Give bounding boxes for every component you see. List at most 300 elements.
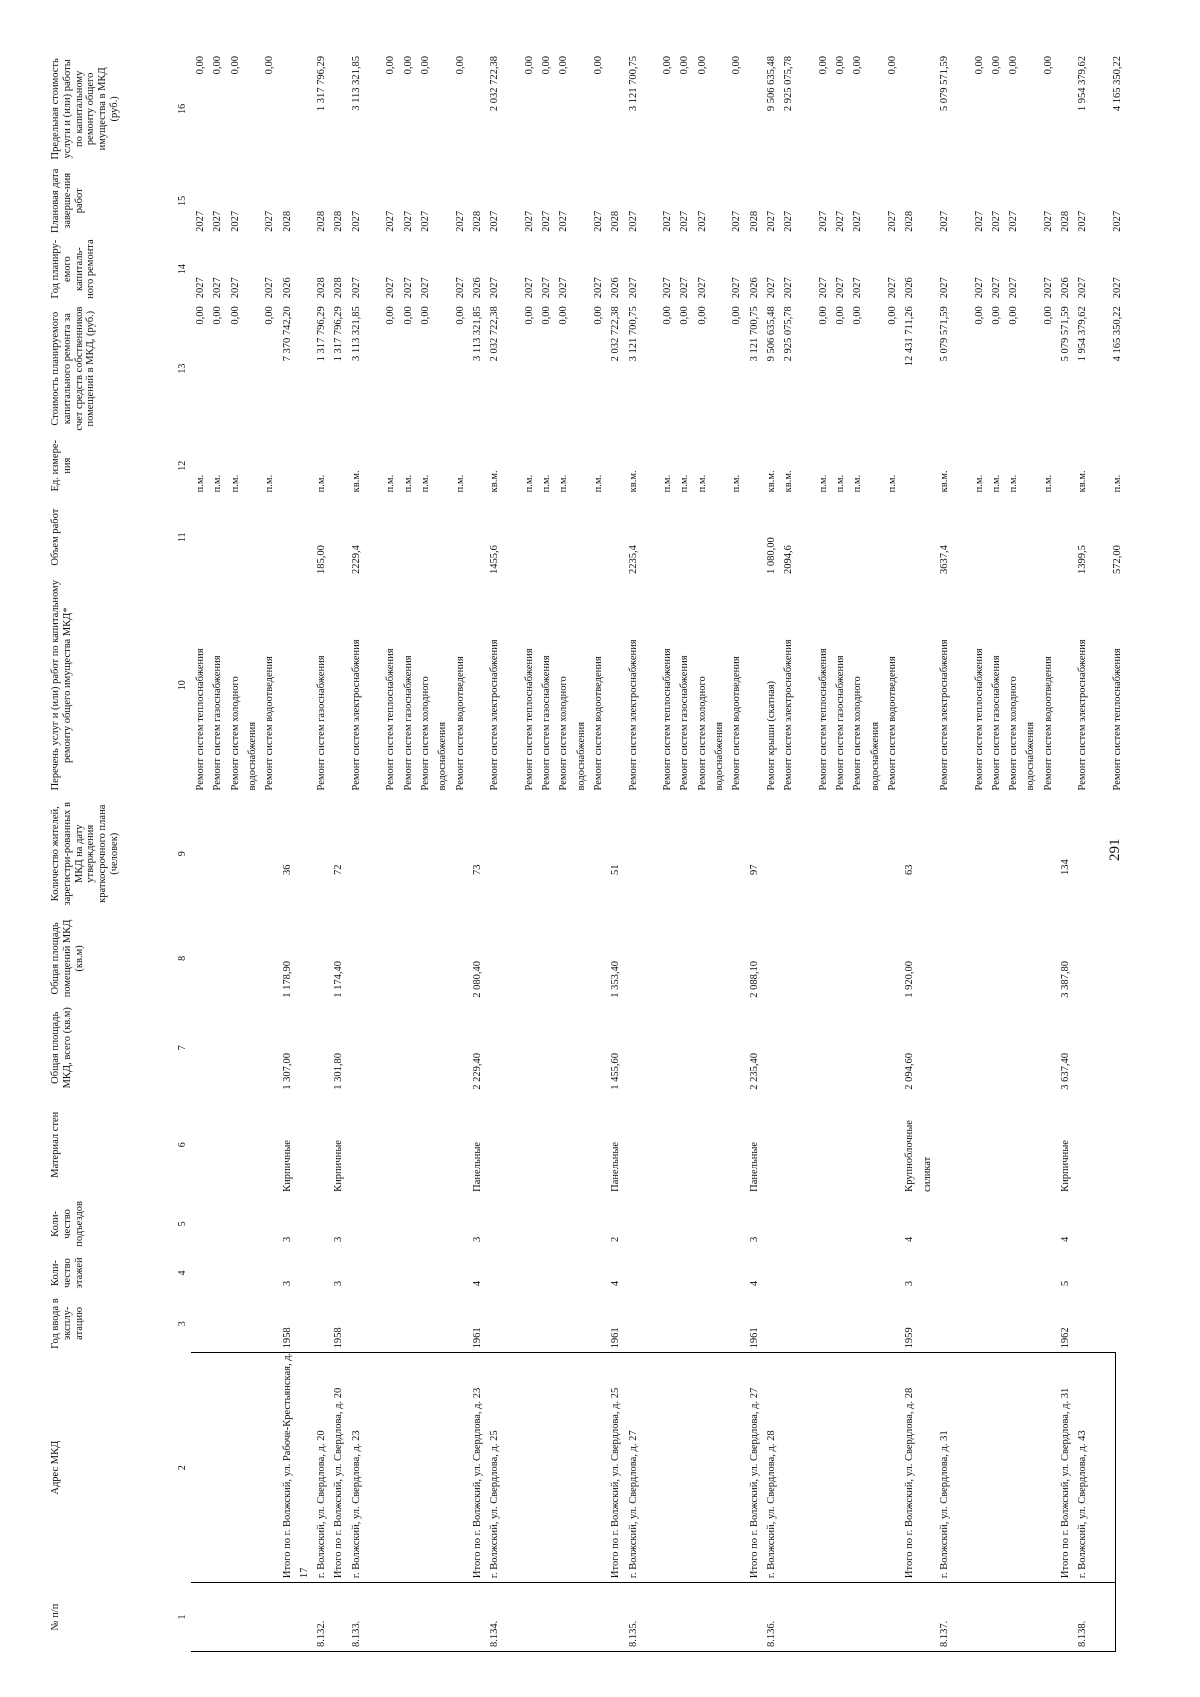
completion-year: 2028 (316, 210, 328, 232)
residents: 134 (1060, 859, 1071, 875)
unit: п.м. (1008, 474, 1020, 493)
work-item: водоснабжения (869, 721, 881, 791)
max-cost-value: 0,00 (229, 56, 241, 75)
completion-year: 2027 (1008, 210, 1020, 232)
work-volume: 1 080,00 (765, 537, 777, 574)
completion-year: 2027 (627, 210, 639, 232)
completion-year: 2027 (765, 210, 777, 232)
repair-year: 2026 (1060, 277, 1071, 299)
repair-year: 2028 (316, 277, 328, 299)
repair-year: 2026 (471, 277, 483, 299)
unit: кв.м. (938, 470, 950, 493)
header-cell: Предельная стоимость услуги и (или) работы по капитальному ремонту общего имущества в МКД (руб.) (50, 58, 120, 160)
work-item: Ремонт систем газоснабжения (835, 655, 847, 791)
address-text: г. Волжский, ул. Свердлова, д. 23 (350, 1430, 362, 1579)
unit: п.м. (229, 474, 241, 493)
address-text: Итого по г. Волжский, ул. Свердлова, д. 20 (333, 1387, 345, 1579)
max-cost-value: 0,00 (973, 56, 985, 75)
completion-year: 2027 (592, 210, 604, 232)
column-number-row (177, 52, 191, 1652)
repair-year: 2027 (489, 277, 501, 299)
completion-year: 2027 (938, 210, 950, 232)
completion-year: 2027 (402, 210, 414, 232)
work-item: Ремонт систем электроснабжения (350, 639, 362, 791)
cost-value: 0,00 (558, 306, 570, 325)
repair-year: 2026 (748, 277, 760, 299)
repair-year: 2027 (1077, 277, 1089, 299)
year-built: 1958 (281, 1327, 293, 1349)
col-max-cost (191, 52, 1123, 166)
cost-value: 0,00 (541, 306, 552, 325)
completion-year: 2027 (679, 210, 691, 232)
completion-year: 2027 (973, 210, 985, 232)
work-item: Ремонт систем теплоснабжения (523, 648, 535, 791)
work-item: Ремонт систем электроснабжения (938, 639, 950, 791)
repair-year: 2027 (835, 277, 847, 299)
col-work-volume (191, 496, 1123, 578)
completion-year: 2028 (333, 210, 345, 232)
wall-material: Кирпичные (1060, 1140, 1071, 1192)
floors: 3 (281, 1280, 293, 1287)
completion-year: 2028 (904, 210, 916, 232)
repair-year: 2026 (281, 277, 293, 299)
cost-value: 9 506 635,48 (765, 306, 777, 362)
column-number: 3 (177, 1321, 188, 1327)
cost-value: 4 165 350,22 (1111, 306, 1123, 362)
max-cost-value: 5 079 571,59 (938, 56, 950, 112)
work-volume: 572,00 (1111, 545, 1123, 574)
item-number: 8.135. (627, 1620, 639, 1647)
item-number: 8.134. (489, 1620, 501, 1647)
total-area: 1 455,60 (610, 1052, 622, 1090)
work-volume: 2235,4 (627, 545, 639, 574)
item-number: 8.133. (350, 1620, 362, 1647)
col-premises-area (191, 915, 1115, 1002)
column-number: 8 (177, 955, 188, 961)
repair-year: 2027 (765, 277, 777, 299)
work-item: Ремонт систем холодного (1008, 676, 1020, 791)
unit: п.м. (592, 474, 604, 493)
total-area: 2 235,40 (748, 1052, 760, 1090)
year-built: 1961 (610, 1327, 622, 1349)
repair-year: 2027 (1042, 277, 1054, 299)
repair-year: 2027 (1111, 277, 1123, 299)
col-address (191, 1353, 1115, 1583)
unit: п.м. (523, 474, 535, 493)
wall-material: силикат (921, 1156, 933, 1192)
unit: кв.м. (765, 470, 777, 493)
cost-value: 0,00 (731, 306, 743, 325)
max-cost-value: 0,00 (264, 56, 276, 75)
address-text: г. Волжский, ул. Свердлова, д. 25 (489, 1430, 501, 1579)
header-cell: Объем работ (50, 508, 61, 566)
wall-material: Панельные (610, 1141, 622, 1192)
cost-value: 0,00 (696, 306, 708, 325)
unit: п.м. (454, 474, 466, 493)
unit: п.м. (316, 474, 328, 493)
header-cell: № п/п (50, 1603, 61, 1631)
max-cost-value: 0,00 (817, 56, 829, 75)
floors: 3 (333, 1280, 345, 1287)
work-volume: 1455,6 (489, 545, 501, 574)
max-cost-value: 0,00 (852, 56, 864, 75)
address-text: Итого по г. Волжский, ул. Рабоче-Крестьянская, д. (281, 1352, 293, 1579)
repair-year: 2027 (558, 277, 570, 299)
work-item: Ремонт систем газоснабжения (212, 655, 224, 791)
work-item: Ремонт систем теплоснабжения (817, 648, 829, 791)
year-built: 1958 (333, 1327, 345, 1349)
work-item: Ремонт крыши (скатная) (765, 680, 777, 791)
wall-material: Крупноблочные (904, 1120, 916, 1192)
unit: п.м. (1042, 474, 1054, 493)
completion-year: 2027 (887, 210, 898, 232)
header-cell: Коли-чество этажей (50, 1257, 85, 1289)
work-item: Ремонт систем электроснабжения (489, 639, 501, 791)
column-number: 11 (177, 532, 188, 542)
max-cost-value: 0,00 (195, 56, 206, 75)
unit: п.м. (731, 474, 743, 493)
item-number: 8.136. (765, 1620, 777, 1647)
max-cost-value: 0,00 (402, 56, 414, 75)
premises-area: 1 178,90 (281, 961, 293, 998)
header-cell: Общая площадь помещений МКД (кв.м) (50, 919, 85, 998)
completion-year: 2027 (229, 210, 241, 232)
completion-year: 2027 (835, 210, 847, 232)
floors: 3 (904, 1280, 916, 1287)
cost-value: 0,00 (1008, 306, 1020, 325)
cost-value: 0,00 (419, 306, 431, 325)
repair-year: 2026 (904, 277, 916, 299)
cost-value: 2 032 722,38 (489, 306, 501, 362)
completion-year: 2027 (662, 210, 674, 232)
unit: кв.м. (783, 470, 795, 493)
completion-year: 2027 (558, 210, 570, 232)
work-item: водоснабжения (714, 721, 725, 791)
residents: 36 (281, 864, 293, 875)
work-volume: 2229,4 (350, 545, 362, 574)
unit: п.м. (558, 474, 570, 493)
completion-year: 2027 (212, 210, 224, 232)
address-text: Итого по г. Волжский, ул. Свердлова, д. 25 (610, 1387, 622, 1579)
capital-repair-table (50, 52, 1123, 1652)
repair-year: 2027 (419, 277, 431, 299)
completion-year: 2028 (471, 210, 483, 232)
header-cell: Год ввода в эксплу-атацию (50, 1298, 85, 1349)
completion-year: 2028 (748, 210, 760, 232)
repair-year: 2027 (817, 277, 829, 299)
unit: п.м. (385, 474, 397, 493)
repair-year: 2027 (662, 277, 674, 299)
cost-value: 1 954 379,62 (1077, 306, 1089, 362)
max-cost-value: 0,00 (662, 56, 674, 75)
address-text: Итого по г. Волжский, ул. Свердлова, д. 31 (1060, 1387, 1071, 1579)
completion-year: 2027 (489, 210, 501, 232)
work-item: Ремонт систем водоотведения (454, 656, 466, 791)
unit: п.м. (402, 474, 414, 493)
floors: 5 (1060, 1280, 1071, 1287)
col-year-built (191, 1294, 1115, 1353)
item-number: 8.137. (938, 1620, 950, 1647)
premises-area: 2 080,40 (471, 961, 483, 998)
col-item-number (191, 1583, 1115, 1652)
column-number: 5 (177, 1221, 188, 1227)
header-cell: Материал стен (50, 1111, 61, 1178)
max-cost-value: 0,00 (731, 56, 743, 75)
work-item: Ремонт систем теплоснабжения (662, 648, 674, 791)
cost-value: 1 317 796,29 (316, 306, 328, 362)
cost-value: 0,00 (264, 306, 276, 325)
completion-year: 2028 (281, 210, 293, 232)
total-area: 2 229,40 (471, 1052, 483, 1090)
header-cell: Ед. измере-ния (50, 440, 73, 492)
completion-year: 2027 (696, 210, 708, 232)
cost-value: 0,00 (195, 306, 206, 325)
col-residents (191, 792, 1115, 915)
completion-year: 2027 (852, 210, 864, 232)
repair-year: 2027 (783, 277, 795, 299)
max-cost-value: 0,00 (454, 56, 466, 75)
cost-value: 0,00 (817, 306, 829, 325)
address-text: г. Волжский, ул. Свердлова, д. 20 (316, 1430, 328, 1579)
cost-value: 0,00 (835, 306, 847, 325)
unit: п.м. (696, 474, 708, 493)
cost-value: 1 317 796,29 (333, 306, 345, 362)
work-item: водоснабжения (575, 721, 587, 791)
year-built: 1961 (748, 1327, 760, 1349)
header-cell: Коли-чество подъездов (50, 1201, 85, 1247)
unit: кв.м. (489, 470, 501, 493)
work-item: Ремонт систем теплоснабжения (385, 648, 397, 791)
premises-area: 3 387,80 (1060, 961, 1071, 998)
repair-year: 2027 (696, 277, 708, 299)
cost-value: 0,00 (592, 306, 604, 325)
completion-year: 2027 (195, 210, 206, 232)
cost-value: 0,00 (662, 306, 674, 325)
entrances: 3 (748, 1236, 760, 1242)
floors: 4 (748, 1280, 760, 1287)
column-number: 1 (177, 1614, 188, 1620)
max-cost-value: 9 506 635,48 (765, 56, 777, 112)
repair-year: 2027 (990, 277, 1002, 299)
cost-value: 0,00 (990, 306, 1002, 325)
cost-value: 3 121 700,75 (627, 306, 639, 362)
cost-value: 0,00 (1042, 306, 1054, 325)
completion-year: 2027 (419, 210, 431, 232)
cost-value: 2 032 722,38 (610, 306, 622, 362)
work-volume: 2094,6 (783, 545, 795, 574)
cost-value: 0,00 (212, 306, 224, 325)
max-cost-value: 4 165 350,22 (1111, 56, 1123, 112)
cost-value: 2 925 075,78 (783, 306, 795, 362)
entrances: 4 (904, 1236, 916, 1242)
header-cell: Плановая дата заверше-ния работ (50, 168, 85, 234)
work-item: Ремонт систем теплоснабжения (973, 648, 985, 791)
max-cost-value: 0,00 (1008, 56, 1020, 75)
cost-value: 3 121 700,75 (748, 306, 760, 362)
work-item: Ремонт систем водоотведения (887, 656, 898, 791)
header-cell: Количество жителей, зарегистри-рованных в МКД на дату утверждения краткосрочного плана (человек) (50, 801, 120, 906)
completion-year: 2027 (1077, 210, 1089, 232)
max-cost-value: 0,00 (1042, 56, 1054, 75)
address-text: г. Волжский, ул. Свердлова, д. 43 (1077, 1430, 1089, 1579)
unit: п.м. (852, 474, 864, 493)
cost-value: 0,00 (852, 306, 864, 325)
work-item: водоснабжения (1025, 721, 1037, 791)
cost-value: 0,00 (679, 306, 691, 325)
cost-value: 0,00 (229, 306, 241, 325)
repair-year: 2027 (402, 277, 414, 299)
unit: кв.м. (350, 470, 362, 493)
repair-year: 2027 (731, 277, 743, 299)
column-number: 9 (177, 851, 188, 857)
completion-year: 2027 (541, 210, 552, 232)
work-item: Ремонт систем водоотведения (1042, 656, 1054, 791)
completion-year: 2027 (783, 210, 795, 232)
repair-year: 2027 (938, 277, 950, 299)
max-cost-value: 1 317 796,29 (316, 56, 328, 112)
repair-year: 2027 (195, 277, 206, 299)
max-cost-value: 0,00 (558, 56, 570, 75)
address-text: г. Волжский, ул. Свердлова, д. 28 (765, 1430, 777, 1579)
max-cost-value: 3 113 321,85 (350, 56, 362, 111)
unit: п.м. (679, 474, 691, 493)
work-item: Ремонт систем электроснабжения (627, 639, 639, 791)
column-number: 12 (177, 460, 188, 471)
max-cost-value: 0,00 (592, 56, 604, 75)
column-number: 10 (177, 680, 188, 691)
completion-year: 2027 (990, 210, 1002, 232)
col-wall-material (191, 1094, 1115, 1196)
cost-value: 5 079 571,59 (1060, 306, 1071, 362)
premises-area: 1 353,40 (610, 961, 622, 998)
unit: п.м. (419, 474, 431, 493)
max-cost-value: 1 954 379,62 (1077, 56, 1089, 112)
total-area: 2 094,60 (904, 1052, 916, 1090)
cost-value: 0,00 (887, 306, 898, 325)
col-unit (191, 435, 1123, 496)
work-item: Ремонт систем электроснабжения (1077, 639, 1089, 791)
work-item: Ремонт систем газоснабжения (402, 655, 414, 791)
column-number: 13 (177, 363, 188, 374)
column-number: 15 (177, 195, 188, 206)
unit: п.м. (1111, 474, 1123, 493)
repair-year: 2027 (385, 277, 397, 299)
col-floors (191, 1252, 1115, 1294)
work-item: Ремонт систем водоотведения (592, 656, 604, 791)
cost-value: 7 370 742,20 (281, 306, 293, 362)
header-cell: Перечень услуг и (или) работ по капитальному ремонту общего имущества МКД* (50, 580, 73, 791)
max-cost-value: 0,00 (523, 56, 535, 75)
work-item: Ремонт систем газоснабжения (541, 655, 552, 791)
wall-material: Панельные (748, 1141, 760, 1192)
header-cell: Адрес МКД (50, 1440, 61, 1495)
work-item: Ремонт систем электроснабжения (783, 639, 795, 791)
repair-year: 2027 (592, 277, 604, 299)
max-cost-value: 0,00 (887, 56, 898, 75)
item-number: 8.138. (1077, 1620, 1089, 1647)
total-area: 1 301,80 (333, 1052, 345, 1090)
work-item: водоснабжения (246, 721, 258, 791)
unit: п.м. (817, 474, 829, 493)
completion-year: 2027 (454, 210, 466, 232)
year-built: 1959 (904, 1327, 916, 1349)
col-total-area (191, 1002, 1115, 1094)
cost-value: 0,00 (454, 306, 466, 325)
work-item: Ремонт систем холодного (558, 676, 570, 791)
total-area: 1 307,00 (281, 1052, 293, 1090)
entrances: 3 (471, 1236, 483, 1242)
max-cost-value: 2 925 075,78 (783, 56, 795, 112)
completion-year: 2028 (610, 210, 622, 232)
cost-value: 3 113 321,85 (350, 306, 362, 362)
premises-area: 2 088,10 (748, 961, 760, 998)
completion-year: 2027 (264, 210, 276, 232)
max-cost-value: 0,00 (419, 56, 431, 75)
header-cell: Стоимость планируемого капитального ремонта за счет средств собственников помещений в МКД, (руб.) (50, 306, 97, 431)
completion-year: 2027 (1111, 210, 1123, 232)
unit: п.м. (541, 474, 552, 493)
column-number: 7 (177, 1045, 188, 1051)
cost-value: 0,00 (385, 306, 397, 325)
premises-area: 1 920,00 (904, 961, 916, 998)
unit: п.м. (212, 474, 224, 493)
max-cost-value: 0,00 (679, 56, 691, 75)
col-completion-date (191, 166, 1123, 236)
work-volume: 3637,4 (938, 545, 950, 574)
col-work-list (191, 578, 1123, 792)
completion-year: 2027 (350, 210, 362, 232)
address-text: Итого по г. Волжский, ул. Свердлова, д. 28 (904, 1387, 916, 1579)
max-cost-value: 0,00 (835, 56, 847, 75)
work-item: Ремонт систем газоснабжения (316, 655, 328, 791)
unit: п.м. (662, 474, 674, 493)
unit: п.м. (195, 474, 206, 493)
cost-value: 0,00 (523, 306, 535, 325)
unit: п.м. (990, 474, 1002, 493)
column-number: 6 (177, 1142, 188, 1148)
max-cost-value: 3 121 700,75 (627, 56, 639, 112)
unit: кв.м. (627, 470, 639, 493)
address-text: Итого по г. Волжский, ул. Свердлова, д. 23 (471, 1387, 483, 1579)
residents: 51 (610, 864, 622, 875)
completion-year: 2027 (731, 210, 743, 232)
header-cell: Общая площадь МКД, всего (кв.м) (50, 1007, 73, 1089)
repair-year: 2027 (679, 277, 691, 299)
work-item: Ремонт систем холодного (229, 676, 241, 791)
address-text: г. Волжский, ул. Свердлова, д. 31 (938, 1430, 950, 1579)
work-item: Ремонт систем теплоснабжения (195, 648, 206, 791)
address-text: г. Волжский, ул. Свердлова, д. 27 (627, 1430, 639, 1579)
year-built: 1962 (1060, 1327, 1071, 1349)
repair-year: 2027 (627, 277, 639, 299)
header-cell: Год планиру-емого капиталь-ного ремонта (50, 239, 97, 299)
work-volume: 1399,5 (1077, 545, 1089, 574)
body-row (191, 52, 1115, 1652)
wall-material: Кирпичные (281, 1140, 293, 1192)
cost-value: 12 431 711,26 (904, 306, 916, 367)
entrances: 3 (333, 1236, 345, 1242)
column-number: 2 (177, 1465, 188, 1471)
work-item: Ремонт систем холодного (419, 676, 431, 791)
repair-year: 2027 (973, 277, 985, 299)
residents: 63 (904, 864, 916, 875)
work-item: Ремонт систем холодного (852, 676, 864, 791)
cost-value: 0,00 (402, 306, 414, 325)
work-item: Ремонт систем холодного (696, 676, 708, 791)
repair-year: 2027 (264, 277, 276, 299)
max-cost-value: 0,00 (990, 56, 1002, 75)
work-item: Ремонт систем газоснабжения (990, 655, 1002, 791)
